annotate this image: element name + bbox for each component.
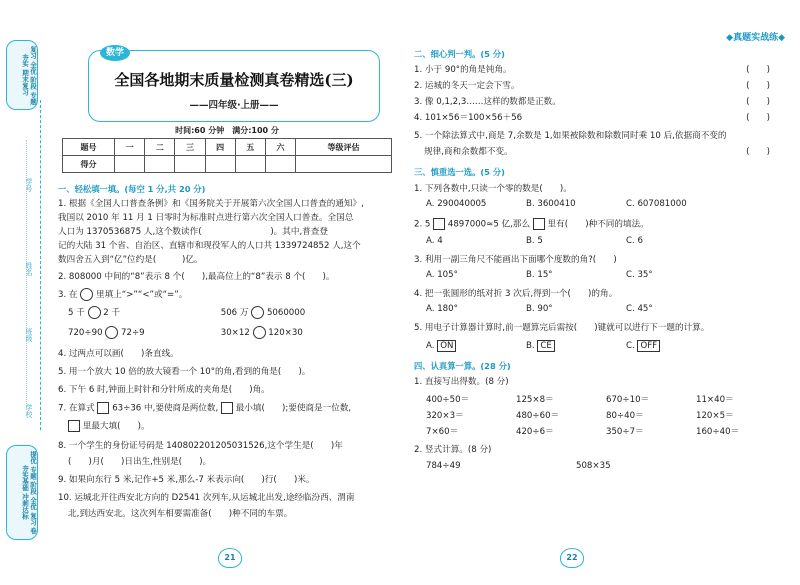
compare-row-2 xyxy=(68,326,404,339)
question-7-line-2 xyxy=(68,420,404,433)
question-7-part-3: 最小填( );要使商是一位数, xyxy=(235,403,352,414)
judge-text: 3. 像 0,1,2,3……这样的数都是正数。 xyxy=(414,97,561,107)
binding-dashed-line xyxy=(40,100,41,430)
option-b[interactable]: B. 3600410 xyxy=(526,199,576,209)
ce-key: CE xyxy=(537,340,554,352)
choice-3: 3. 利用一副三角尺不能画出下面哪个度数的角?( ) xyxy=(414,255,617,265)
answer-circle[interactable] xyxy=(105,326,118,339)
judge-text: 4. 101×56＝100×56＋56 xyxy=(414,113,523,123)
calc-item: 160÷40＝ xyxy=(696,427,740,437)
option-a[interactable]: A. 180° xyxy=(426,304,458,314)
score-cell[interactable] xyxy=(205,156,235,173)
calc-item: 320×3＝ xyxy=(426,411,464,421)
answer-circle[interactable] xyxy=(88,306,101,319)
option-c[interactable]: C. 35° xyxy=(626,270,653,280)
answer-box[interactable] xyxy=(221,402,233,414)
calc-item: 350÷7＝ xyxy=(606,427,644,437)
compare-left: 506 万 xyxy=(220,308,249,318)
option-c[interactable]: C. 607081000 xyxy=(626,199,687,209)
judge-5-line-2 xyxy=(424,146,792,158)
option-a[interactable]: A. 4 xyxy=(426,236,443,246)
judge-2 xyxy=(414,80,792,92)
option-a[interactable]: A. 105° xyxy=(426,270,458,280)
table-row xyxy=(63,139,392,156)
judge-answer[interactable]: ( ) xyxy=(746,65,770,75)
answer-circle[interactable] xyxy=(253,326,266,339)
question-6: 6. 下午 6 时,钟面上时针和分针所成的夹角是( )角。 xyxy=(58,385,270,395)
student-number-label: 学号 xyxy=(25,178,33,192)
option-a[interactable]: A. 290040005 xyxy=(426,199,487,209)
binding-sidebar xyxy=(0,0,54,585)
answer-box[interactable] xyxy=(433,218,445,230)
section-1-heading: 一、轻松填一填。(每空 1 分,共 20 分) xyxy=(58,184,206,194)
table-cell: 三 xyxy=(175,139,205,156)
calc-item: 400÷50＝ xyxy=(426,395,470,405)
score-table xyxy=(62,138,392,173)
choice-1: 1. 下列各数中,只读一个零的数是( )。 xyxy=(414,184,572,194)
option-a[interactable] xyxy=(426,340,526,352)
section-2-heading: 二、细心判一判。(5 分) xyxy=(414,49,505,59)
answer-box[interactable] xyxy=(533,218,545,230)
score-cell[interactable] xyxy=(235,156,265,173)
compare-right: 2 千 xyxy=(103,308,121,318)
question-8-line-1: 8. 一个学生的身份证号码是 140802201205031526,这个学生是( )年 xyxy=(58,441,343,451)
table-cell: 得分 xyxy=(63,156,115,173)
compare-right: 120×30 xyxy=(268,328,303,338)
choice-2 xyxy=(414,218,792,231)
question-7-part-4: 里最大填( )。 xyxy=(82,421,150,432)
choice-4: 4. 把一张圆形的纸对折 3 次后,得到一个( )的角。 xyxy=(414,289,618,299)
calc-item: 480÷60＝ xyxy=(516,411,560,421)
choice-2-part-2: 4897000≈5 亿,那么 xyxy=(447,219,531,230)
title-box xyxy=(88,50,380,122)
score-cell[interactable] xyxy=(296,156,392,173)
vertical-calc-item: 508×35 xyxy=(576,461,611,471)
off-key: OFF xyxy=(637,340,660,352)
score-cell[interactable] xyxy=(115,156,145,173)
question-1-line-3: 人口为 1370536875 人,这个数读作( )。其中,普查登 xyxy=(58,227,328,237)
option-b[interactable]: B. 90° xyxy=(526,304,553,314)
subject-badge: 数学 xyxy=(100,45,130,61)
calc-item: 120×5＝ xyxy=(696,411,734,421)
name-label: 姓名 xyxy=(25,262,33,276)
question-10-line-2: 北,到达西安北。这次列车相要需准备( )种不同的车票。 xyxy=(68,509,293,519)
question-1-line-4: 记的大陆 31 个省、自治区、直辖市和现役军人的人口共 1339724852 人,这个 xyxy=(58,241,361,251)
option-letter: B. xyxy=(526,341,535,351)
table-cell: 题号 xyxy=(63,139,115,156)
calc-item: 7×60＝ xyxy=(426,427,459,437)
school-label: 学校 xyxy=(25,404,33,418)
choice-2-part-1: 2. 5 xyxy=(414,219,431,230)
question-5: 5. 用一个放大 10 倍的放大镜看一个 10°的角,看到的角是( )。 xyxy=(58,367,311,377)
grade-label: ——四年级·上册—— xyxy=(189,100,279,111)
calc-row xyxy=(426,425,786,437)
table-cell: 五 xyxy=(235,139,265,156)
option-b[interactable] xyxy=(526,340,626,352)
page-number: 21 xyxy=(218,548,242,568)
calc-item: 670÷10＝ xyxy=(606,395,650,405)
judge-1 xyxy=(414,64,792,76)
calc-item: 125×8＝ xyxy=(516,395,554,405)
question-3 xyxy=(58,288,394,301)
left-page xyxy=(54,0,400,585)
answer-circle[interactable] xyxy=(251,306,264,319)
option-b[interactable]: B. 5 xyxy=(526,236,543,246)
page-title: 全国各地期末质量检测真卷精选(三) xyxy=(114,71,354,89)
sidebar-bottom-tab: 提优 专题 阶段 全优 复习 卷 夯实基础 冲刺达标 xyxy=(6,445,38,540)
calc-row xyxy=(426,393,786,405)
section-3-heading: 三、慎重选一选。(5 分) xyxy=(414,167,505,177)
option-c[interactable] xyxy=(626,340,726,352)
class-label: 班级 xyxy=(25,328,33,342)
compare-right: 72÷9 xyxy=(121,328,145,338)
compare-right: 5060000 xyxy=(266,308,306,318)
judge-5-line-1: 5. 一个除法算式中,商是 7,余数是 1,如果被除数和除数同时乘 10 后,依据商不变的 xyxy=(414,131,727,141)
option-letter: C. xyxy=(626,341,635,351)
question-9: 9. 如果向东行 5 米,记作+5 米,那么-7 米表示向( )行( )米。 xyxy=(58,475,315,485)
choice-2-part-3: 里有( )种不同的填法。 xyxy=(547,219,649,230)
question-7 xyxy=(58,402,394,415)
page-number: 22 xyxy=(560,548,584,568)
question-7-part-2: 63÷36 中,要使商是两位数, xyxy=(112,403,219,414)
question-8-line-2: ( )月( )日出生,性别是( )。 xyxy=(68,457,212,467)
vertical-calc-item: 784÷49 xyxy=(426,461,461,471)
choice-1-options xyxy=(426,199,726,209)
option-letter: A. xyxy=(426,341,435,351)
table-cell: 六 xyxy=(265,139,295,156)
judge-4 xyxy=(414,112,792,124)
judge-answer[interactable]: ( ) xyxy=(746,113,770,123)
judge-text: 2. 运城的冬天一定会下雪。 xyxy=(414,81,520,91)
calc-item: 80÷40＝ xyxy=(606,411,644,421)
option-b[interactable]: B. 15° xyxy=(526,270,553,280)
sidebar-top-tab: 复习 全优 阶段 专题 夯实 期末复习 xyxy=(6,40,38,110)
section-tag: ◆真题实战练◆ xyxy=(726,33,785,43)
score-cell[interactable] xyxy=(265,156,295,173)
compare-left: 5 千 xyxy=(68,308,85,318)
question-1-line-5: 数四舍五入到“亿”位约是( )亿。 xyxy=(58,255,203,265)
table-cell: 四 xyxy=(205,139,235,156)
calc-instruction-2: 2. 竖式计算。(8 分) xyxy=(414,445,492,455)
calc-item: 420÷6＝ xyxy=(516,427,554,437)
judge-3 xyxy=(414,96,792,108)
question-4: 4. 过两点可以画( )条直线。 xyxy=(58,349,179,359)
question-3-suffix: 里填上“>”“<”或“=”。 xyxy=(96,290,188,300)
vertical-calc-row xyxy=(426,461,726,471)
judge-answer[interactable]: ( ) xyxy=(746,97,770,107)
judge-text: 1. 小于 90°的角是钝角。 xyxy=(414,65,512,75)
right-page xyxy=(410,0,795,585)
table-cell: 一 xyxy=(115,139,145,156)
judge-text: 规律,商和余数都不变。 xyxy=(424,147,513,157)
on-key: ON xyxy=(437,340,456,352)
choice-5-options xyxy=(426,340,726,352)
score-cell[interactable] xyxy=(175,156,205,173)
question-10-line-1: 10. 运城北开往西安北方向的 D2541 次列车,从运城北出发,途经临汾西、渭南 xyxy=(58,493,355,503)
score-cell[interactable] xyxy=(145,156,175,173)
question-2: 2. 808000 中间的“8”表示 8 个( ),最高位上的“8”表示 8 个( )。 xyxy=(58,272,335,282)
choice-3-options xyxy=(426,270,726,280)
table-row xyxy=(63,156,392,173)
calc-item: 11×40＝ xyxy=(696,395,734,405)
section-4-heading: 四、认真算一算。(28 分) xyxy=(414,361,511,371)
question-1-line-2: 我国以 2010 年 11 月 1 日零时为标准时点进行第六次全国人口普查。全国总 xyxy=(58,213,354,223)
table-cell: 等级评估 xyxy=(296,139,392,156)
option-c[interactable]: C. 6 xyxy=(626,236,643,246)
choice-4-options xyxy=(426,304,726,314)
answer-circle[interactable] xyxy=(80,288,93,301)
judge-answer[interactable]: ( ) xyxy=(746,147,770,157)
question-7-part-1: 7. 在算式 xyxy=(58,403,95,414)
question-3-prefix: 3. 在 xyxy=(58,290,78,300)
calc-instruction-1: 1. 直接写出得数。(8 分) xyxy=(414,377,509,387)
option-c[interactable]: C. 45° xyxy=(626,304,653,314)
calc-row xyxy=(426,409,786,421)
compare-left: 720÷90 xyxy=(68,328,103,338)
choice-2-options xyxy=(426,236,726,246)
compare-row-1 xyxy=(68,306,404,319)
judge-answer[interactable]: ( ) xyxy=(746,81,770,91)
choice-5: 5. 用电子计算器计算时,前一题算完后需按( )键就可以进行下一题的计算。 xyxy=(414,323,710,333)
table-cell: 二 xyxy=(145,139,175,156)
answer-box[interactable] xyxy=(68,420,80,432)
compare-left: 30×12 xyxy=(220,328,250,338)
answer-box[interactable] xyxy=(97,402,109,414)
exam-time: 时间:60 分钟 满分:100 分 xyxy=(175,126,279,135)
question-1-line-1: 1. 根据《全国人口普查条例》和《国务院关于开展第六次全国人口普查的通知》, xyxy=(58,199,364,209)
